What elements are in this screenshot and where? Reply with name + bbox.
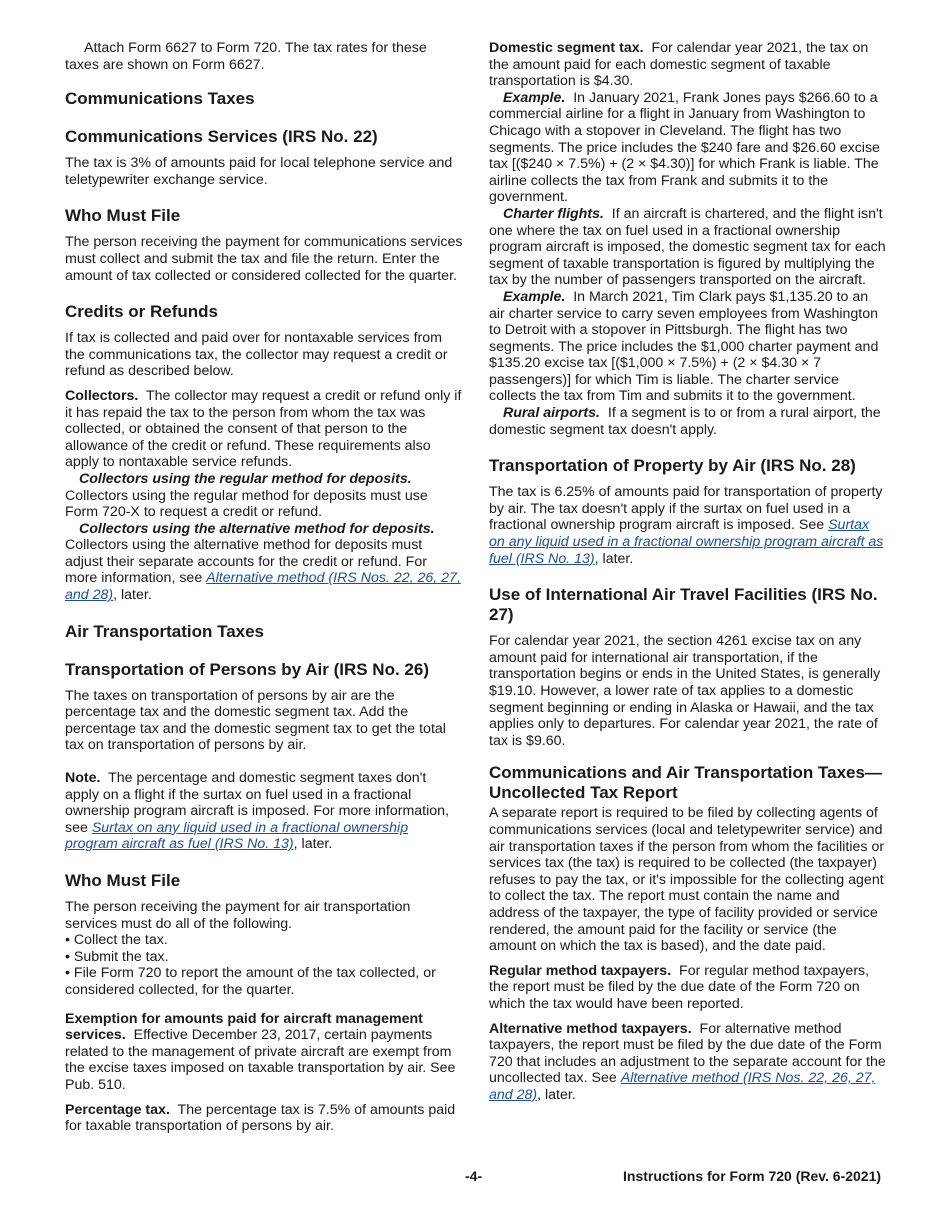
- regular-method-taxpayers-label: Regular method taxpayers.: [489, 962, 672, 979]
- rural-airports-paragraph: Rural airports. If a segment is to or from a rural airport, the domestic segment tax doesn't apply.: [489, 405, 881, 438]
- note-paragraph: Note. The percentage and domestic segment taxes don't apply on a flight if the surtax on fuel used in a fractional ownership program aircraft is imposed. For more information, see Surtax on any liquid used in a fractional ownership program aircraft as fuel (IRS No. 13), later.: [65, 770, 449, 853]
- example-tim-paragraph: Example. In March 2021, Tim Clark pays $1,135.20 to an air charter service to carry seven employees from Washington to Detroit with a stopover in Pittsburgh. The flight has two segments. The price includes the $1,000 charter payment and $135.20 excise tax [($1,000 × 7.5%) + (2 × $4.30 × 7 passengers)] for which Tim is liable. The charter service collects the tax from Tim and submits it to the government.: [489, 288, 879, 405]
- heading-transportation-persons: Transportation of Persons by Air (IRS No. 26): [65, 659, 429, 679]
- heading-air-transportation-taxes: Air Transportation Taxes: [65, 621, 265, 641]
- list-item: • File Form 720 to report the amount of the tax collected, or considered collected, for the quarter.: [65, 965, 463, 998]
- domestic-segment-paragraph: Domestic segment tax. For calendar year 2021, the tax on the amount paid for each domestic segment of taxable transportation is $4.30.: [489, 40, 869, 90]
- alternative-method-paragraph: Collectors using the alternative method for deposits. Collectors using the alternative method for deposits must adjust their separate accounts for the credit or refund. For more information, see Alternative method (IRS Nos. 22, 26, 27, and 28), later.: [65, 520, 461, 604]
- list-item: • Collect the tax.: [65, 932, 463, 949]
- percentage-tax-paragraph: Percentage tax. The percentage tax is 7.5% of amounts paid for taxable transportation of persons by air.: [65, 1101, 456, 1135]
- requirements-list: [65, 932, 463, 998]
- heading-international-air-travel: Use of International Air Travel Facilities (IRS No. 27): [489, 585, 878, 625]
- exemption-paragraph: Exemption for amounts paid for aircraft management services. Effective December 23, 2017, certain payments related to the management of private aircraft are exempt from the excise taxes imposed on taxable transportation by air. See Pub. 510.: [65, 1010, 456, 1093]
- regular-method-paragraph: Collectors using the regular method for deposits. Collectors using the regular method for deposits must use Form 720-X to request a credit or refund.: [65, 470, 428, 521]
- alternative-method-link[interactable]: Alternative method (IRS Nos. 22, 26, 27, and 28): [65, 570, 461, 604]
- page-number: -4-: [465, 1168, 483, 1184]
- list-item: • Submit the tax.: [65, 949, 463, 966]
- charter-flights-label: Charter flights.: [503, 205, 604, 222]
- who-must-file-text: The person receiving the payment for communications services must collect and submit the tax and file the return. Enter the amount of tax collected or considered collected for the quarter.: [65, 234, 463, 284]
- surtax-link[interactable]: Surtax on any liquid used in a fractional ownership program aircraft as fuel (IRS No. 13): [65, 819, 409, 853]
- alternative-method-link[interactable]: Alternative method (IRS Nos. 22, 26, 27, and 28): [489, 1070, 876, 1103]
- who-must-file-air-text: The person receiving the payment for air transportation services must do all of the following.: [65, 899, 411, 932]
- left-column: [65, 40, 463, 1135]
- percentage-tax-label: Percentage tax.: [65, 1101, 170, 1118]
- heading-transportation-property: Transportation of Property by Air (IRS No. 28): [489, 456, 856, 476]
- collectors-label: Collectors.: [65, 387, 139, 404]
- credits-text: If tax is collected and paid over for nontaxable services from the communications tax, the collector may request a credit or refund as described below.: [65, 330, 448, 380]
- document-title: Instructions for Form 720 (Rev. 6-2021): [623, 1168, 882, 1184]
- surtax-link[interactable]: Surtax on any liquid used in a fractional ownership program aircraft as fuel (IRS No. 13): [489, 517, 884, 567]
- heading-credits-refunds: Credits or Refunds: [65, 302, 219, 322]
- collectors-paragraph: Collectors. The collector may request a credit or refund only if it has repaid the tax to the person from whom the tax was collected, or obtained the consent of that person to the allowance of the credit or refund. These requirements also apply to nontaxable service refunds.: [65, 387, 462, 471]
- example-frank-paragraph: Example. In January 2021, Frank Jones pays $266.60 to a commercial airline for a flight in January from Washington to Chicago with a stopover in Cleveland. The flight has two segments. The price includes the $240 fare and $26.60 excise tax [($240 × 7.5%) + (2 × $4.30)] for which Frank is liable. The airline collects the tax from Frank and submits it to the government.: [489, 89, 880, 206]
- charter-flights-paragraph: Charter flights. If an aircraft is chartered, and the flight isn't one where the tax on fuel used in a fractional ownership program aircraft is imposed, the domestic segment tax for each segment of taxable transportation is figured by multiplying the tax by the number of passengers transported on the aircraft.: [489, 205, 886, 289]
- exemption-label: Exemption for amounts paid for aircraft management services.: [65, 1010, 423, 1044]
- rural-airports-label: Rural airports.: [503, 405, 600, 422]
- heading-uncollected-tax-report: Communications and Air Transportation Taxes—Uncollected Tax Report: [489, 763, 882, 803]
- heading-communications-services: Communications Services (IRS No. 22): [65, 127, 378, 147]
- regular-method-taxpayers-paragraph: Regular method taxpayers. For regular method taxpayers, the report must be filed by the due date of the Form 720 on which the tax would have been reported.: [489, 962, 870, 1012]
- uncollected-text: A separate report is required to be filed by collecting agents of communications services (local and teletypewriter service) and air transportation taxes if the person from whom the facilities or services tax (the tax) is required to be collected (the taxpayer) refuses to pay the tax, or it's impossible for the collecting agent to collect the tax. The report must contain the name and address of the taxpayer, the type of facility provided or service rendered, the amount paid for the facility or service (the amount on which the tax is based), and the date paid.: [489, 805, 885, 955]
- heading-who-must-file: Who Must File: [65, 206, 181, 226]
- right-column: [489, 40, 887, 1103]
- example-label: Example.: [503, 288, 566, 305]
- example-label: Example.: [503, 89, 566, 106]
- alternative-method-taxpayers-paragraph: Alternative method taxpayers. For alternative method taxpayers, the report must be filed by the due date of the Form 720 that includes an adjustment to the separate account for the uncollected tax. See Alternative method (IRS Nos. 22, 26, 27, and 28), later.: [489, 1020, 886, 1103]
- property-paragraph: The tax is 6.25% of amounts paid for transportation of property by air. The tax doesn't apply if the surtax on fuel used in a fractional ownership program aircraft is imposed. See Surtax on any liquid used in a fractional ownership program aircraft as fuel (IRS No. 13), later.: [489, 484, 884, 567]
- persons-text: The taxes on transportation of persons by air are the percentage tax and the domestic segment tax. Add the percentage tax and the domestic segment tax to get the total tax on transportation of persons by air.: [65, 687, 446, 754]
- regular-method-label: Collectors using the regular method for deposits.: [79, 470, 412, 487]
- heading-who-must-file-air: Who Must File: [65, 871, 181, 890]
- domestic-segment-label: Domestic segment tax.: [489, 40, 644, 56]
- communications-services-text: The tax is 3% of amounts paid for local telephone service and teletypewriter exchange service.: [65, 155, 453, 188]
- alternative-method-taxpayers-label: Alternative method taxpayers.: [489, 1020, 692, 1037]
- international-text: For calendar year 2021, the section 4261 excise tax on any amount paid for international air transportation, if the transportation begins or ends in the United States, is generally $19.10. However, a lower rate of tax applies to a domestic segment beginning or ending in Alaska or Hawaii, and the tax applies only to departures. For calendar year 2021, the rate of tax is $9.60.: [489, 633, 881, 749]
- intro-paragraph: Attach Form 6627 to Form 720. The tax rates for these taxes are shown on Form 6627.: [65, 40, 427, 73]
- heading-communications-taxes: Communications Taxes: [65, 89, 255, 109]
- alternative-method-label: Collectors using the alternative method for deposits.: [79, 520, 435, 537]
- note-label: Note.: [65, 770, 101, 787]
